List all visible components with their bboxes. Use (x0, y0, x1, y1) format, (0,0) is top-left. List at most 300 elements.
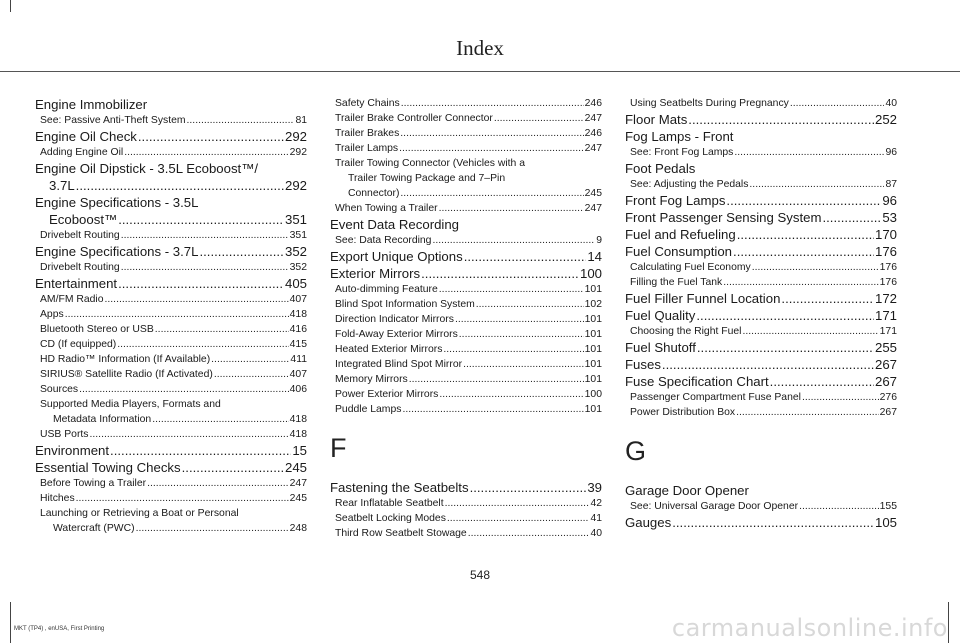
entry-text: Auto-dimming Feature (335, 284, 438, 295)
page-ref: 406 (289, 384, 307, 395)
index-subentry (625, 499, 897, 514)
entry-text: Fuel Shutoff (625, 340, 696, 355)
dot-leader (733, 243, 874, 260)
entry-text: See: Front Fog Lamps (630, 147, 734, 158)
index-entry-line (625, 356, 897, 373)
page-ref: 14 (587, 249, 602, 264)
index-entry-line (625, 514, 897, 531)
index-entry-line (335, 126, 602, 141)
entry-text: Trailer Towing Connector (Vehicles with a (335, 158, 526, 169)
entry-text: Event Data Recording (330, 217, 460, 232)
index-entry-line (35, 243, 307, 260)
index-subentry (330, 233, 602, 248)
index-subentry (35, 337, 307, 352)
index-subentry (625, 275, 897, 290)
index-subentry (35, 260, 307, 275)
dot-leader (79, 382, 289, 397)
entry-text: Metadata Information (53, 414, 152, 425)
entry-text: Fuel and Refueling (625, 227, 736, 242)
entry-text: See: Data Recording (335, 235, 432, 246)
entry-text: Connector) (348, 188, 400, 199)
index-entry-line (40, 113, 307, 128)
entry-text: Engine Specifications - 3.7L (35, 244, 199, 259)
entry-text: Export Unique Options (330, 249, 463, 264)
page-ref: 245 (289, 493, 307, 504)
index-entry-line (40, 292, 307, 307)
entry-text: Front Fog Lamps (625, 193, 726, 208)
index-column-2 (330, 96, 602, 541)
entry-text: Using Seatbelts During Pregnancy (630, 98, 789, 109)
entry-text: Filling the Fuel Tank (630, 277, 723, 288)
index-entry-line (335, 111, 602, 126)
page-ref: 171 (874, 308, 897, 323)
dot-leader (799, 499, 879, 514)
entry-text: Drivebelt Routing (40, 262, 120, 273)
page-ref: 87 (885, 179, 897, 190)
page-ref: 407 (289, 294, 307, 305)
entry-text: Fuel Consumption (625, 244, 733, 259)
index-subentry (35, 476, 307, 491)
dot-leader (696, 307, 874, 324)
entry-text: Launching or Retrieving a Boat or Personal (40, 508, 239, 519)
page-ref: 267 (874, 357, 897, 372)
dot-leader (401, 96, 584, 111)
index-entry (35, 442, 307, 459)
index-entry-line (335, 96, 602, 111)
section-letter: F (330, 433, 347, 463)
index-entry-line (630, 324, 897, 339)
entry-text: Integrated Blind Spot Mirror (335, 359, 463, 370)
index-entry-line (335, 511, 602, 526)
dot-leader (90, 427, 289, 442)
index-subentry (330, 342, 602, 357)
index-subentry (35, 145, 307, 160)
dot-leader (790, 96, 885, 111)
page-ref: 255 (874, 340, 897, 355)
index-entry-line (630, 96, 897, 111)
dot-leader (409, 372, 584, 387)
entry-text: Watercraft (PWC) (53, 523, 135, 534)
dot-leader (400, 126, 583, 141)
entry-text: Garage Door Opener (625, 483, 749, 498)
entry-text: See: Adjusting the Pedals (630, 179, 749, 190)
dot-leader (662, 356, 874, 373)
page-number: 548 (469, 568, 491, 582)
entry-text: Heated Exterior Mirrors (335, 344, 443, 355)
index-entry-line (330, 248, 602, 265)
index-entry (625, 111, 897, 128)
index-entry (625, 356, 897, 373)
index-entry-line (335, 282, 602, 297)
index-subentry (625, 96, 897, 111)
page-ref: 352 (284, 244, 307, 259)
index-entry-line (625, 373, 897, 390)
index-entry-line (40, 476, 307, 491)
index-entry-line (335, 357, 602, 372)
page-ref: 247 (584, 203, 602, 214)
index-subentry (330, 201, 602, 216)
dot-leader (211, 352, 289, 367)
page-ref: 292 (284, 178, 307, 193)
index-entry-line (625, 209, 897, 226)
dot-leader (737, 226, 874, 243)
entry-text: Floor Mats (625, 112, 688, 127)
dot-leader (187, 113, 295, 128)
index-entry-line (335, 186, 602, 201)
index-entry-line (335, 372, 602, 387)
dot-leader (432, 233, 595, 248)
dot-leader (199, 243, 284, 260)
entry-text: Trailer Towing Package and 7–Pin (348, 173, 506, 184)
page-ref: 96 (885, 147, 897, 158)
page-ref: 418 (289, 429, 307, 440)
index-entry-line (35, 128, 307, 145)
index-entry-line (35, 442, 307, 459)
index-subentry (330, 496, 602, 511)
index-entry (330, 248, 602, 265)
index-entry-line (625, 290, 897, 307)
index-subentry (330, 141, 602, 156)
header-rule (0, 71, 960, 72)
page-ref: 102 (584, 299, 602, 310)
dot-leader (822, 209, 881, 226)
dot-leader (802, 390, 879, 405)
page-ref: 81 (295, 115, 307, 126)
print-footer: MKT (TP4) , enUSA, First Printing (14, 626, 105, 632)
page-ref: 351 (284, 212, 307, 227)
index-entry-line (625, 243, 897, 260)
dot-leader (688, 111, 874, 128)
index-column-1 (35, 96, 307, 536)
dot-leader (742, 324, 878, 339)
page-ref: 171 (879, 326, 897, 337)
entry-text: Fog Lamps - Front (625, 129, 734, 144)
dot-leader (770, 373, 874, 390)
dot-leader (421, 265, 579, 282)
entry-text: Fuses (625, 357, 661, 372)
entry-text: 3.7L (49, 178, 75, 193)
index-subentry (330, 387, 602, 402)
index-entry (35, 275, 307, 292)
page-ref: 176 (879, 277, 897, 288)
entry-text: Calculating Fuel Economy (630, 262, 751, 273)
dot-leader (463, 357, 584, 372)
entry-text: Puddle Lamps (335, 404, 402, 415)
dot-leader (76, 491, 289, 506)
entry-text: Front Passenger Sensing System (625, 210, 822, 225)
dot-leader (734, 145, 884, 160)
page-ref: 292 (284, 129, 307, 144)
index-entry-line (40, 260, 307, 275)
entry-text: HD Radio™ Information (If Available) (40, 354, 211, 365)
index-subentry (35, 292, 307, 307)
index-entry (625, 226, 897, 243)
index-entry-line (40, 322, 307, 337)
entry-text: Drivebelt Routing (40, 230, 120, 241)
index-subentry (35, 491, 307, 506)
page-ref: 100 (579, 266, 602, 281)
page-ref: 415 (289, 339, 307, 350)
entry-text: Apps (40, 309, 64, 320)
index-entry (35, 459, 307, 476)
entry-text: Environment (35, 443, 110, 458)
dot-leader (455, 312, 584, 327)
entry-text: Trailer Lamps (335, 143, 399, 154)
index-subentry (330, 327, 602, 342)
index-subentry (330, 357, 602, 372)
entry-text: Memory Mirrors (335, 374, 408, 385)
index-subentry (625, 405, 897, 420)
dot-leader (118, 275, 284, 292)
index-entry-line (335, 297, 602, 312)
index-entry (625, 307, 897, 324)
page-ref: 101 (584, 359, 602, 370)
index-subentry (35, 367, 307, 382)
entry-text: Fuse Specification Chart (625, 374, 769, 389)
index-subentry (35, 397, 307, 427)
entry-text: See: Passive Anti-Theft System (40, 115, 186, 126)
page-ref: 245 (584, 188, 602, 199)
entry-text: Engine Oil Dipstick - 3.5L Ecoboost™/ (35, 161, 259, 176)
index-entry (330, 479, 602, 496)
index-column-3 (625, 96, 897, 531)
dot-leader (736, 405, 879, 420)
index-subentry (35, 228, 307, 243)
dot-leader (445, 496, 590, 511)
dot-leader (117, 337, 288, 352)
index-subentry (330, 312, 602, 327)
index-entry-line (335, 387, 602, 402)
page-ref: 15 (292, 443, 307, 458)
entry-text: Passenger Compartment Fuse Panel (630, 392, 801, 403)
index-subentry (625, 260, 897, 275)
index-subentry (330, 511, 602, 526)
entry-text: Direction Indicator Mirrors (335, 314, 454, 325)
index-subentry (35, 506, 307, 536)
index-entry-line (625, 111, 897, 128)
page-ref: 155 (879, 501, 897, 512)
entry-text: When Towing a Trailer (335, 203, 438, 214)
crop-mark-right (948, 602, 949, 643)
index-subentry (625, 145, 897, 160)
page-ref: 105 (874, 515, 897, 530)
entry-text: Supported Media Players, Formats and (40, 399, 221, 410)
page-title: Index (456, 36, 504, 60)
index-subentry (35, 322, 307, 337)
index-subentry (330, 156, 602, 201)
entry-text: Fuel Filler Funnel Location (625, 291, 781, 306)
index-entry-line (335, 141, 602, 156)
dot-leader (136, 521, 289, 536)
index-entry-line (630, 260, 897, 275)
entry-text: Power Exterior Mirrors (335, 389, 439, 400)
page-ref: 248 (289, 523, 307, 534)
entry-text: Exterior Mirrors (330, 266, 421, 281)
page-ref: 418 (289, 414, 307, 425)
dot-leader (439, 201, 584, 216)
dot-leader (121, 228, 289, 243)
index-entry-line (335, 327, 602, 342)
index-entry (35, 96, 307, 113)
entry-text: Seatbelt Locking Modes (335, 513, 446, 524)
dot-leader (439, 387, 583, 402)
page-ref: 267 (879, 407, 897, 418)
index-entry-line (40, 367, 307, 382)
page-ref: 172 (874, 291, 897, 306)
index-subentry (625, 177, 897, 192)
page-ref: 170 (874, 227, 897, 242)
index-entry (625, 209, 897, 226)
page-ref: 292 (289, 147, 307, 158)
page-ref: 245 (284, 460, 307, 475)
crop-mark-top-left (10, 0, 11, 12)
index-subentry (330, 111, 602, 126)
page-ref: 100 (584, 389, 602, 400)
index-entry-line (40, 412, 307, 427)
dot-leader (124, 145, 288, 160)
entry-text: Choosing the Right Fuel (630, 326, 742, 337)
dot-leader (121, 260, 289, 275)
page-ref: 40 (590, 528, 602, 539)
index-entry-line (625, 226, 897, 243)
page-ref: 101 (584, 344, 602, 355)
page-ref: 246 (584, 128, 602, 139)
index-entry (625, 128, 897, 145)
index-entry (330, 265, 602, 282)
page-ref: 411 (290, 354, 307, 365)
index-entry-line (330, 479, 602, 496)
entry-text: CD (If equipped) (40, 339, 117, 350)
dot-leader (443, 342, 583, 357)
entry-text: Hitches (40, 493, 75, 504)
dot-leader (155, 322, 289, 337)
page-ref: 247 (584, 143, 602, 154)
index-subentry (35, 307, 307, 322)
index-subentry (330, 372, 602, 387)
page-ref: 101 (584, 404, 602, 415)
dot-leader (110, 442, 291, 459)
index-subentry (330, 402, 602, 417)
index-subentry (330, 526, 602, 541)
index-entry-line (40, 352, 307, 367)
page-ref: 9 (596, 235, 602, 246)
entry-text: Rear Inflatable Seatbelt (335, 498, 444, 509)
dot-leader (138, 128, 284, 145)
index-subentry (330, 126, 602, 141)
page-ref: 176 (874, 244, 897, 259)
entry-text: Ecoboost™ (49, 212, 118, 227)
dot-leader (468, 526, 590, 541)
dot-leader (182, 459, 284, 476)
index-entry-line (40, 337, 307, 352)
index-entry (625, 160, 897, 177)
page-ref: 407 (289, 369, 307, 380)
index-entry-line (335, 526, 602, 541)
index-entry-line (40, 491, 307, 506)
index-subentry (35, 427, 307, 442)
index-subentry (625, 324, 897, 339)
index-entry-line (335, 312, 602, 327)
entry-text: Bluetooth Stereo or USB (40, 324, 154, 335)
index-subentry (35, 382, 307, 397)
index-entry-line (335, 233, 602, 248)
dot-leader (118, 211, 284, 228)
dot-leader (781, 290, 874, 307)
entry-text: Adding Engine Oil (40, 147, 124, 158)
page-ref: 39 (587, 480, 602, 495)
index-entry (35, 128, 307, 145)
dot-leader (470, 479, 587, 496)
page-ref: 267 (874, 374, 897, 389)
entry-text: Before Towing a Trailer (40, 478, 147, 489)
index-entry-line (630, 177, 897, 192)
index-entry (625, 514, 897, 531)
index-subentry (330, 282, 602, 297)
page-ref: 247 (289, 478, 307, 489)
dot-leader (439, 282, 584, 297)
entry-text: Third Row Seatbelt Stowage (335, 528, 467, 539)
crop-mark-left (10, 602, 11, 643)
entry-text: SIRIUS® Satellite Radio (If Activated) (40, 369, 213, 380)
index-entry (35, 194, 307, 228)
dot-leader (447, 511, 590, 526)
entry-text: Gauges (625, 515, 672, 530)
entry-text: Safety Chains (335, 98, 400, 109)
index-entry-line (40, 228, 307, 243)
index-entry-line (335, 342, 602, 357)
page-ref: 416 (289, 324, 307, 335)
dot-leader (402, 402, 583, 417)
page-ref: 41 (590, 513, 602, 524)
entry-text: Power Distribution Box (630, 407, 736, 418)
entry-text: Blind Spot Information System (335, 299, 475, 310)
page-ref: 276 (879, 392, 897, 403)
page-ref: 418 (289, 309, 307, 320)
entry-text: Fold-Away Exterior Mirrors (335, 329, 458, 340)
page-ref: 101 (584, 314, 602, 325)
index-entry (35, 160, 307, 194)
dot-leader (672, 514, 874, 531)
index-entry-line (630, 390, 897, 405)
page-ref: 352 (289, 262, 307, 273)
page-ref: 96 (882, 193, 897, 208)
index-entry-line (335, 402, 602, 417)
page-ref: 252 (874, 112, 897, 127)
index-entry-line (330, 265, 602, 282)
index-subentry (330, 96, 602, 111)
entry-text: Trailer Brake Controller Connector (335, 113, 493, 124)
index-entry-line (40, 145, 307, 160)
entry-text: AM/FM Radio (40, 294, 104, 305)
page-ref: 405 (284, 276, 307, 291)
index-entry-line (630, 499, 897, 514)
dot-leader (723, 275, 878, 290)
index-entry-line (335, 496, 602, 511)
entry-text: Foot Pedals (625, 161, 696, 176)
page-ref: 351 (289, 230, 307, 241)
index-entry-line (630, 145, 897, 160)
index-entry (625, 373, 897, 390)
dot-leader (459, 327, 584, 342)
entry-text: Fastening the Seatbelts (330, 480, 469, 495)
dot-leader (214, 367, 289, 382)
index-subentry (330, 297, 602, 312)
index-entry-line (40, 521, 307, 536)
dot-leader (464, 248, 587, 265)
page-ref: 246 (584, 98, 602, 109)
page-ref: 42 (590, 498, 602, 509)
entry-text: Entertainment (35, 276, 118, 291)
